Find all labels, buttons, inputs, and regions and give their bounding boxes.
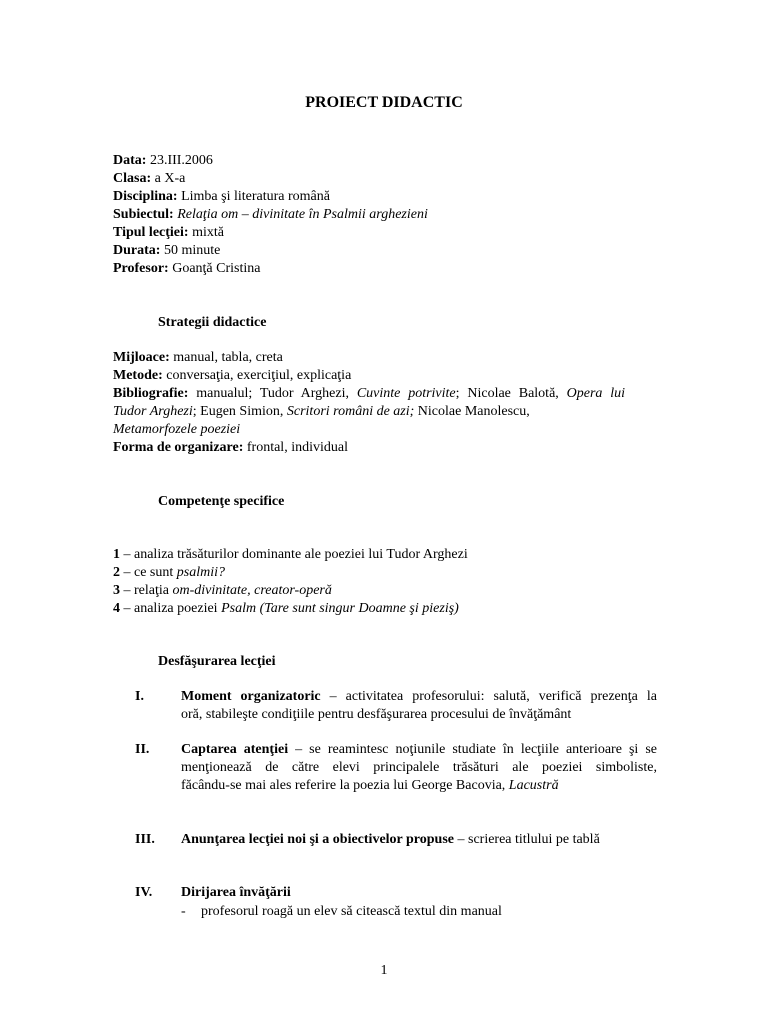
competenta-text: – analiza poeziei xyxy=(120,601,222,616)
bib-title: Opera lui xyxy=(566,386,626,401)
info-value: 23.III.2006 xyxy=(146,153,213,168)
info-label: Tipul lecţiei: xyxy=(113,225,189,240)
competente-heading: Competenţe specifice xyxy=(158,494,285,509)
info-row-clasa xyxy=(113,170,633,188)
info-value: mixtă xyxy=(188,225,224,240)
step-line xyxy=(181,884,657,902)
bullet-dash: - xyxy=(181,904,186,919)
info-label: Clasa: xyxy=(113,171,152,186)
bib-text: manualul; Tudor Arghezi, xyxy=(188,386,357,401)
step-text: – activitatea profesorului: salută, verifică prezenţa la xyxy=(320,689,657,704)
info-value: a X-a xyxy=(151,171,186,186)
step-title: Dirijarea învăţării xyxy=(181,885,291,900)
bib-text: Nicolae Manolescu, xyxy=(414,404,530,419)
bibliografie-label: Bibliografie: xyxy=(113,386,189,401)
step-line xyxy=(181,777,657,795)
competenta-item xyxy=(113,546,625,564)
page-number: 1 xyxy=(380,963,388,978)
competente-list xyxy=(113,546,625,618)
info-label: Durata: xyxy=(113,243,161,258)
step-line xyxy=(181,706,657,724)
competenta-italic: Psalm (Tare sunt singur Doamne şi pieziş) xyxy=(221,601,459,616)
mijloace-row xyxy=(113,349,625,367)
competenta-italic: psalmii? xyxy=(176,565,225,580)
bullet-text: profesorul roagă un elev să citească textul din manual xyxy=(201,904,502,919)
competenta-text: – ce sunt xyxy=(120,565,177,580)
bib-title: Cuvinte potrivite xyxy=(356,386,456,401)
metode-row xyxy=(113,367,625,385)
step-body xyxy=(181,831,657,849)
bibliografie-row-2 xyxy=(113,403,625,421)
competenta-number: 2 xyxy=(113,565,120,580)
bibliografie-row-3 xyxy=(113,421,625,439)
info-row-disciplina xyxy=(113,188,633,206)
info-value: Goanţă Cristina xyxy=(168,261,261,276)
competenta-text: – analiza trăsăturilor dominante ale poeziei lui Tudor Arghezi xyxy=(120,547,468,562)
step-line xyxy=(181,741,657,759)
step-body xyxy=(181,741,657,795)
document-title: PROIECT DIDACTIC xyxy=(305,94,463,111)
lesson-info xyxy=(113,152,633,278)
step-bullet xyxy=(181,903,502,921)
step-number: III. xyxy=(135,832,155,847)
info-label: Profesor: xyxy=(113,261,169,276)
info-row-tipul xyxy=(113,224,633,242)
bib-text: ; Eugen Simion, xyxy=(192,404,287,419)
step-number: IV. xyxy=(135,885,153,900)
forma-label: Forma de organizare: xyxy=(113,440,244,455)
step-line xyxy=(181,759,657,777)
competenta-item xyxy=(113,564,625,582)
bib-text: ; Nicolae Balotă, xyxy=(455,386,567,401)
step-title: Captarea atenţiei xyxy=(181,742,289,757)
step-title: Moment organizatoric xyxy=(181,689,321,704)
competenta-italic: om-divinitate, creator-operă xyxy=(172,583,332,598)
competenta-number: 3 xyxy=(113,583,120,598)
metode-label: Metode: xyxy=(113,368,163,383)
bibliografie-row xyxy=(113,385,625,403)
step-body xyxy=(181,884,657,902)
step-text: – se reamintesc noţiunile studiate în lecţiile anterioare şi se xyxy=(288,742,657,757)
info-row-durata xyxy=(113,242,633,260)
mijloace-value: manual, tabla, creta xyxy=(169,350,283,365)
step-title: Anunţarea lecţiei noi şi a obiectivelor propuse xyxy=(181,832,454,847)
mijloace-label: Mijloace: xyxy=(113,350,170,365)
step-line xyxy=(181,688,657,706)
step-line xyxy=(181,831,657,849)
info-value: 50 minute xyxy=(160,243,221,258)
step-number: II. xyxy=(135,742,150,757)
step-body xyxy=(181,688,657,724)
step-text: făcându-se mai ales referire la poezia lui George Bacovia, xyxy=(181,778,509,793)
competenta-number: 4 xyxy=(113,601,120,616)
strategii-heading: Strategii didactice xyxy=(158,315,267,330)
info-label: Disciplina: xyxy=(113,189,178,204)
bib-title: Metamorfozele poeziei xyxy=(113,422,241,437)
bib-title: Scritori români de azi; xyxy=(286,404,415,419)
info-label: Data: xyxy=(113,153,147,168)
step-text: menţionează de către elevi principalele trăsături ale poeziei simboliste, xyxy=(181,760,657,775)
info-value: Limba şi literatura română xyxy=(177,189,330,204)
competenta-number: 1 xyxy=(113,547,120,562)
forma-value: frontal, individual xyxy=(243,440,348,455)
step-text: – scrierea titlului pe tablă xyxy=(454,832,600,847)
bib-title: Tudor Arghezi xyxy=(113,404,193,419)
metode-value: conversaţia, exerciţiul, explicaţia xyxy=(162,368,352,383)
info-label: Subiectul: xyxy=(113,207,174,222)
step-italic: Lacustră xyxy=(508,778,559,793)
competenta-text: – relaţia xyxy=(120,583,173,598)
info-value: Relaţia om – divinitate în Psalmii arghezieni xyxy=(173,207,428,222)
desfasurare-heading: Desfăşurarea lecţiei xyxy=(158,654,276,669)
info-row-data xyxy=(113,152,633,170)
strategii-block xyxy=(113,349,625,457)
step-number: I. xyxy=(135,689,144,704)
forma-row xyxy=(113,439,625,457)
step-text: oră, stabileşte condiţiile pentru desfăşurarea procesului de învăţământ xyxy=(181,707,572,722)
competenta-item xyxy=(113,582,625,600)
info-row-subiectul xyxy=(113,206,633,224)
competenta-item xyxy=(113,600,625,618)
info-row-profesor xyxy=(113,260,633,278)
